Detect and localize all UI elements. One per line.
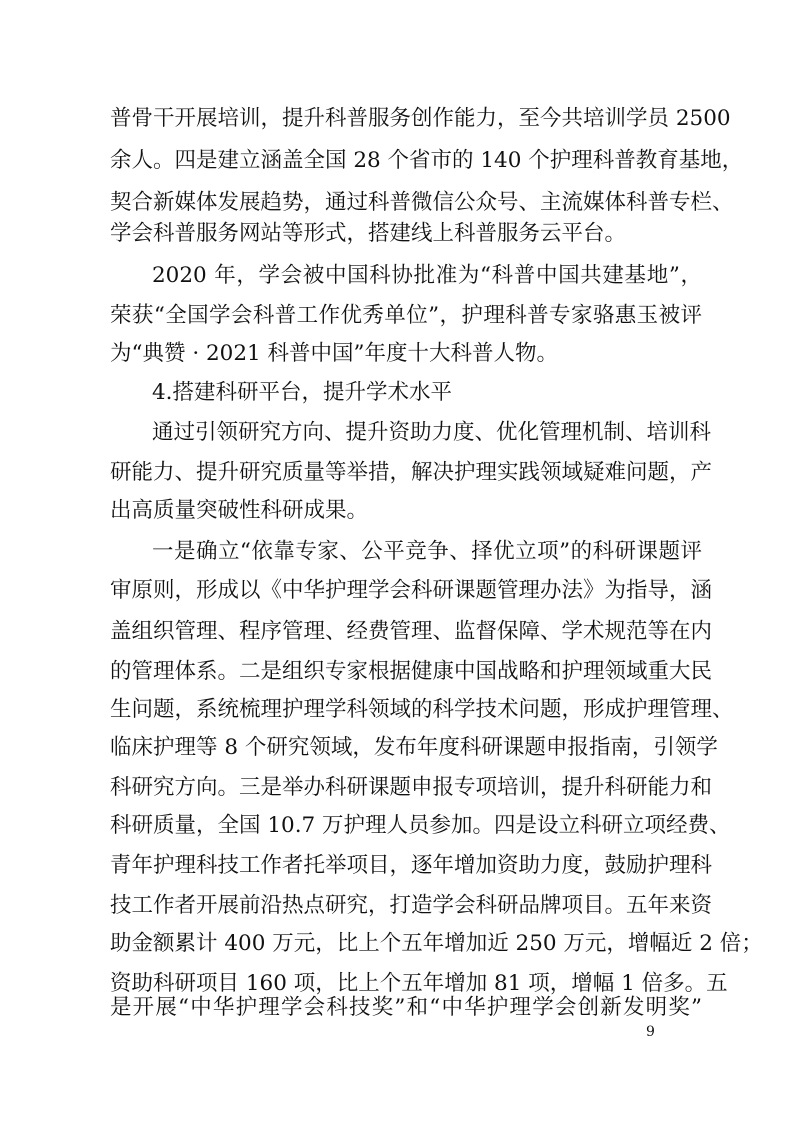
paragraph-line: 盖组织管理、程序管理、经费管理、监督保障、学术规范等在内 [110,619,713,644]
paragraph-line: 研能力、提升研究质量等举措，解决护理实践领域疑难问题，产 [110,460,713,485]
paragraph-line: 生问题，系统梳理护理学科领域的科学技术问题，形成护理管理、 [110,697,734,722]
paragraph-line: 青年护理科技工作者托举项目，逐年增加资助力度，鼓励护理科 [110,853,713,878]
paragraph-line: 学会科普服务网站等形式，搭建线上科普服务云平台。 [110,221,627,246]
page-number: 9 [646,1024,655,1040]
paragraph-line: 出高质量突破性科研成果。 [110,498,369,523]
paragraph-line: 科研究方向。三是举办科研课题申报专项培训，提升科研能力和 [110,775,713,800]
paragraph-line: 助金额累计 400 万元，比上个五年增加近 250 万元，增幅近 2 倍； [110,931,763,956]
paragraph-line: 资助科研项目 160 项，比上个五年增加 81 项，增幅 1 倍多。五 [110,971,728,996]
paragraph-line: 审原则，形成以《中华护理学会科研课题管理办法》为指导，涵 [110,578,713,603]
paragraph-line: 一是确立“依靠专家、公平竞争、择优立项”的科研课题评 [152,539,702,564]
paragraph-line: 余人。四是建立涵盖全国 28 个省市的 140 个护理科普教育基地， [110,148,744,173]
paragraph-line: 为“典赞 · 2021 科普中国”年度十大科普人物。 [110,341,559,366]
paragraph-line: 荣获“全国学会科普工作优秀单位”，护理科普专家骆惠玉被评 [110,303,702,328]
section-heading: 4.搭建科研平台，提升学术水平 [152,380,453,405]
paragraph-line: 2020 年，学会被中国科协批准为“科普中国共建基地”， [152,263,702,288]
paragraph-line: 临床护理等 8 个研究领域，发布年度科研课题申报指南，引领学 [110,735,718,760]
paragraph-line: 技工作者开展前沿热点研究，打造学会科研品牌项目。五年来资 [110,893,713,918]
paragraph-line: 通过引领研究方向、提升资助力度、优化管理机制、培训科 [152,420,712,445]
paragraph-line: 的管理体系。二是组织专家根据健康中国战略和护理领域重大民 [110,659,713,684]
paragraph-line: 科研质量，全国 10.7 万护理人员参加。四是设立科研立项经费、 [110,813,731,838]
paragraph-line: 是开展“中华护理学会科技奖”和“中华护理学会创新发明奖” [110,995,702,1020]
paragraph-line: 契合新媒体发展趋势，通过科普微信公众号、主流媒体科普专栏、 [110,190,734,215]
paragraph-line: 普骨干开展培训，提升科普服务创作能力，至今共培训学员 2500 [110,106,731,131]
